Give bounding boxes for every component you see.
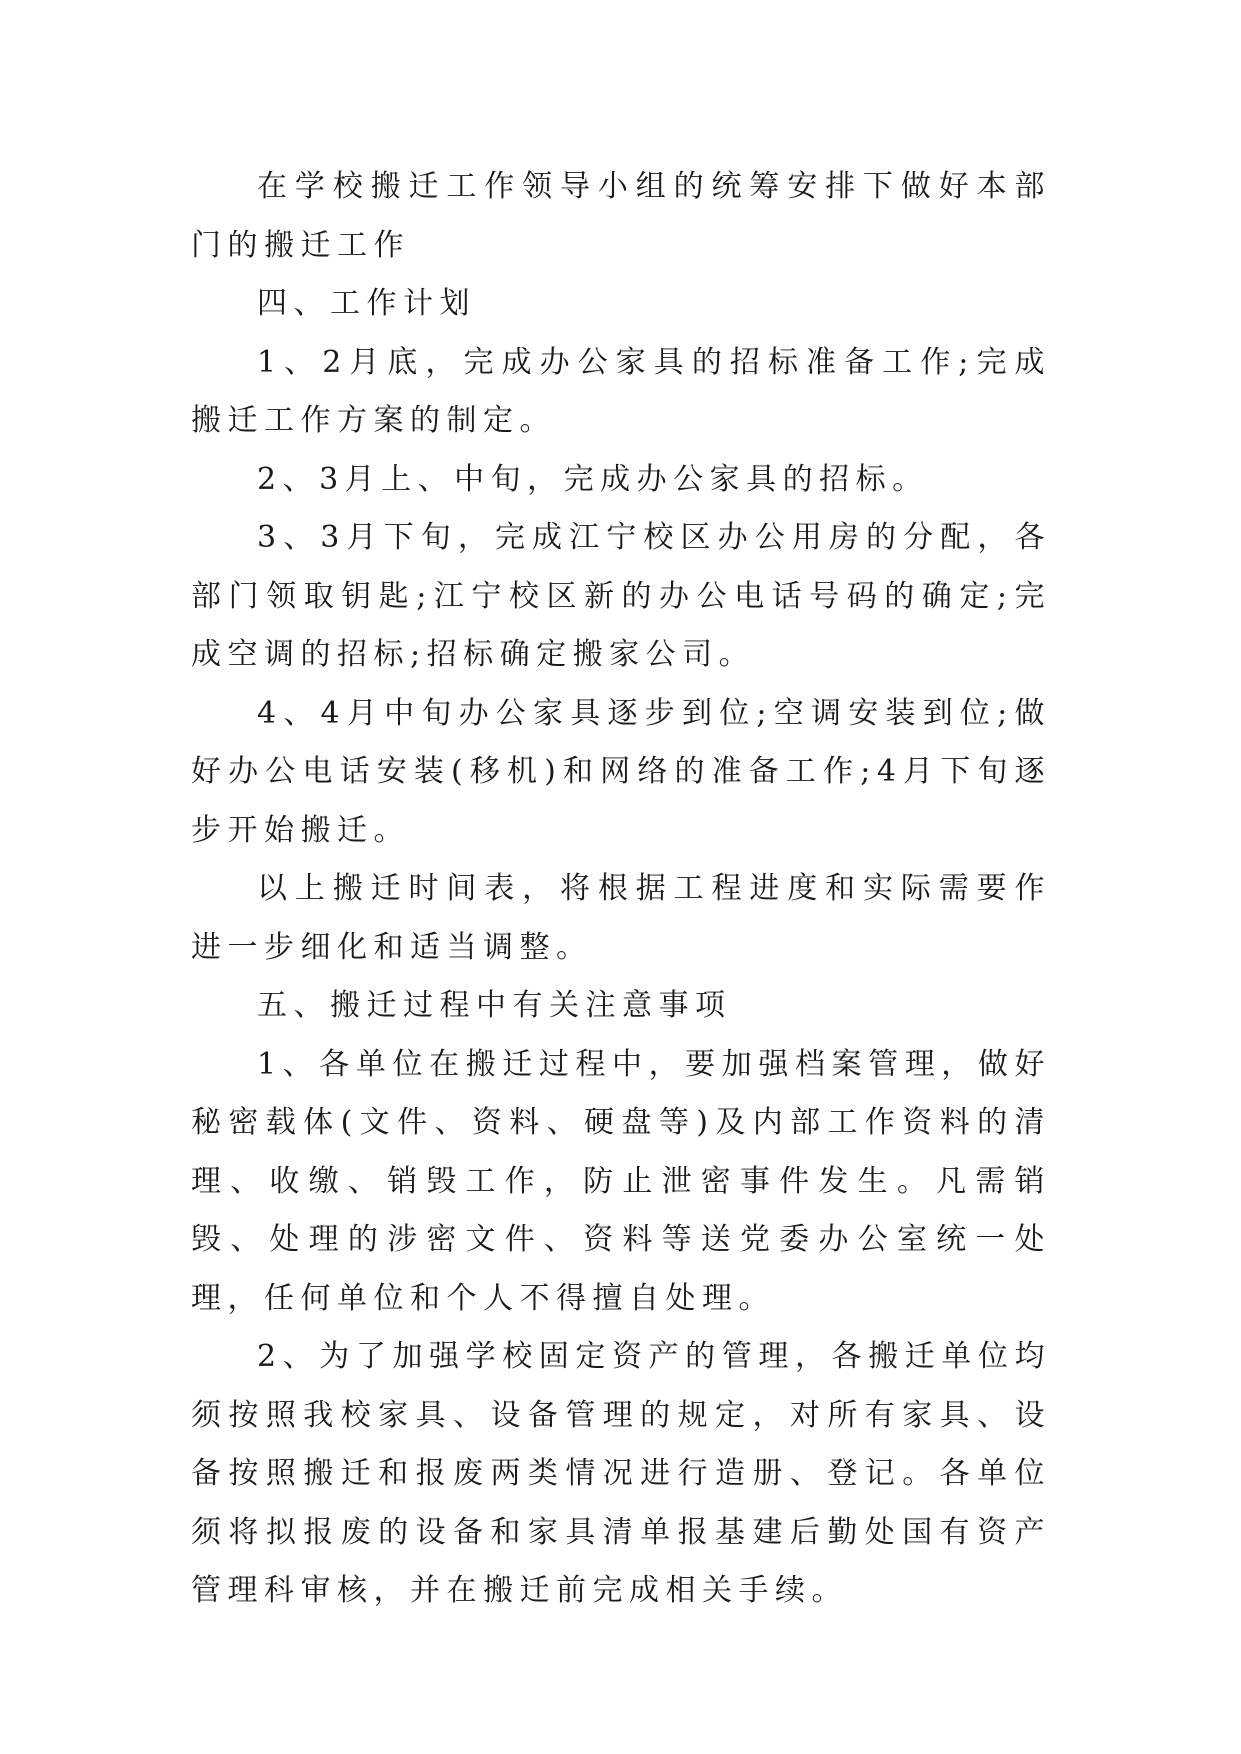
paragraph-relocation-duty: 在学校搬迁工作领导小组的统筹安排下做好本部门的搬迁工作 xyxy=(191,169,1051,263)
paragraph-plan-item-3: 3、3月下旬，完成江宁校区办公用房的分配，各部门领取钥匙;江宁校区新的办公电话号码的确定;完成空调的招标;招标确定搬家公司。 xyxy=(191,520,1051,672)
paragraph-precaution-item-2: 2、为了加强学校固定资产的管理，各搬迁单位均须按照我校家具、设备管理的规定，对所有家具、设备按照搬迁和报废两类情况进行造册、登记。各单位须将拟报废的设备和家具清单报基建后勤处国有资产管理科审核，并在搬迁前完成相关手续。 xyxy=(191,1339,1051,1608)
document-body xyxy=(191,158,1051,1621)
paragraph-precaution-item-1: 1、各单位在搬迁过程中，要加强档案管理，做好秘密载体(文件、资料、硬盘等)及内部工作资料的清理、收缴、销毁工作，防止泄密事件发生。凡需销毁、处理的涉密文件、资料等送党委办公室统一处理，任何单位和个人不得擅自处理。 xyxy=(191,1046,1051,1316)
heading-work-plan: 四、工作计划 xyxy=(257,286,476,321)
heading-precautions: 五、搬迁过程中有关注意事项 xyxy=(257,988,732,1023)
paragraph-schedule-note: 以上搬迁时间表，将根据工程进度和实际需要作进一步细化和适当调整。 xyxy=(191,871,1051,965)
paragraph-plan-item-4: 4、4月中旬办公家具逐步到位;空调安装到位;做好办公电话安装(移机)和网络的准备工作;4月下旬逐步开始搬迁。 xyxy=(191,695,1051,848)
paragraph-plan-item-2: 2、3月上、中旬，完成办公家具的招标。 xyxy=(257,461,929,497)
paragraph-plan-item-1: 1、2月底，完成办公家具的招标准备工作;完成搬迁工作方案的制定。 xyxy=(191,344,1051,438)
